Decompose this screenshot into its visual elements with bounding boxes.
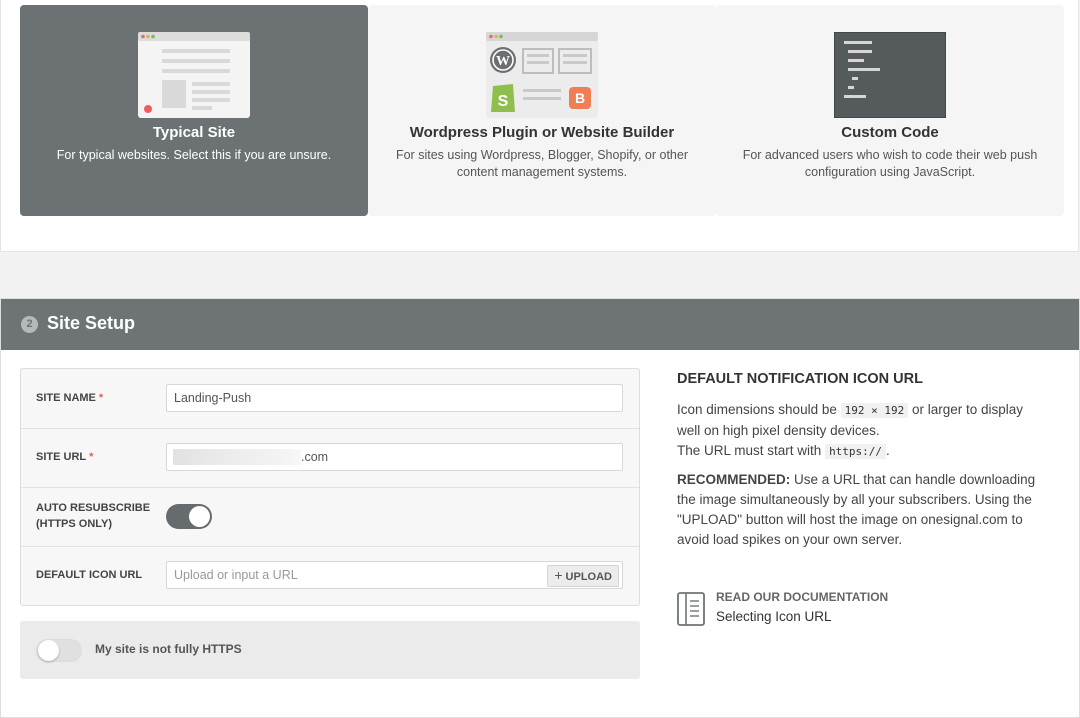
not-https-label: My site is not fully HTTPS [95,642,242,656]
not-https-panel [20,621,640,679]
help-heading: DEFAULT NOTIFICATION ICON URL [677,371,923,387]
site-setup-form [20,368,640,606]
site-name-label: SITE NAME * [36,392,104,404]
option-description: For sites using Wordpress, Blogger, Shopify, or other content management systems. [395,148,689,179]
option-typical-site[interactable] [20,5,368,216]
svg-text:B: B [574,90,586,106]
default-icon-placeholder: Upload or input a URL [174,568,298,582]
default-icon-label: DEFAULT ICON URL [36,569,143,581]
section-title: Site Setup [47,313,136,333]
cms-logos-icon [486,32,598,118]
browser-window-icon [138,32,250,118]
redacted-text [173,449,301,465]
not-https-toggle[interactable] [36,639,82,662]
code-editor-icon [834,32,946,118]
doc-title: READ OUR DOCUMENTATION [716,590,889,604]
upload-button[interactable]: + UPLOAD [547,565,619,587]
site-url-input[interactable] [166,443,623,471]
svg-text:S: S [497,93,509,110]
help-recommended-text: RECOMMENDED: Use a URL that can handle downloading the image simultaneously by all your subscribers. Using the "UPLOAD" button will host the image on onesignal.com to avoid load spikes on your own server. [677,472,1036,547]
option-description: For advanced users who wish to code their web push configuration using JavaScript. [742,148,1038,179]
site-name-row [21,369,639,429]
option-title: Wordpress Plugin or Website Builder [409,124,675,141]
integration-type-panel [0,0,1079,252]
option-title: Typical Site [152,124,236,141]
help-dimensions-text: Icon dimensions should be 192 × 192 or larger to display well on high pixel density devices. The URL must start with https:// . [677,402,1024,458]
toggle-knob [189,506,210,527]
required-marker: * [98,392,104,404]
site-url-label: SITE URL * [36,451,94,463]
option-custom-code[interactable] [716,5,1064,216]
site-setup-section [0,298,1080,718]
auto-resubscribe-toggle[interactable] [166,504,212,529]
site-url-value: .com [301,450,329,464]
plus-icon: + [554,567,563,583]
default-icon-url-input[interactable] [166,561,623,589]
option-description: For typical websites. Select this if you are unsure. [56,148,332,162]
auto-resubscribe-label: AUTO RESUBSCRIBE (HTTPS ONLY) [36,502,151,530]
doc-link-text[interactable]: Selecting Icon URL [716,609,832,624]
default-icon-row [21,546,639,605]
auto-resubscribe-row [21,487,639,547]
option-wordpress-builder[interactable] [368,5,716,216]
site-name-input[interactable]: Landing-Push [166,384,623,412]
option-title: Custom Code [841,124,939,141]
icon-url-help [677,371,1047,550]
toggle-knob [38,640,59,661]
required-marker: * [89,451,94,463]
section-header [1,299,1079,350]
svg-text:W: W [496,54,510,69]
site-url-row [21,428,639,488]
document-icon [677,592,705,626]
step-number-badge: 2 [21,316,38,333]
documentation-link[interactable] [677,590,977,630]
